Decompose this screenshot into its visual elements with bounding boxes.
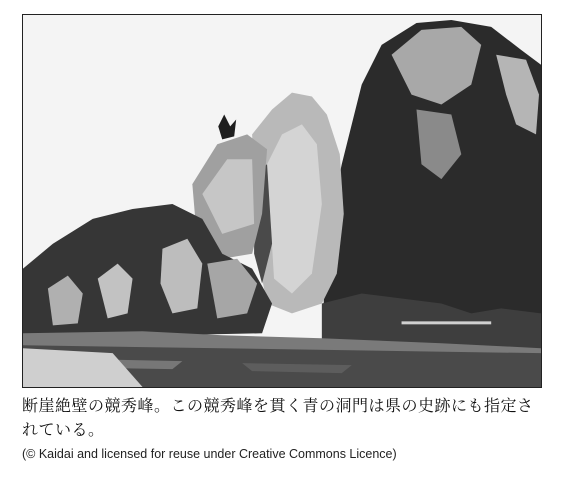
fence — [402, 321, 492, 324]
image-credit: (© Kaidai and licensed for reuse under Creative Commons Licence) — [22, 447, 397, 461]
cliff-river-photo — [22, 14, 542, 388]
figure-caption: 断崖絶壁の競秀峰。この競秀峰を貫く青の洞門は県の史跡にも指定されている。 — [22, 396, 534, 439]
photo-illustration — [23, 15, 541, 387]
